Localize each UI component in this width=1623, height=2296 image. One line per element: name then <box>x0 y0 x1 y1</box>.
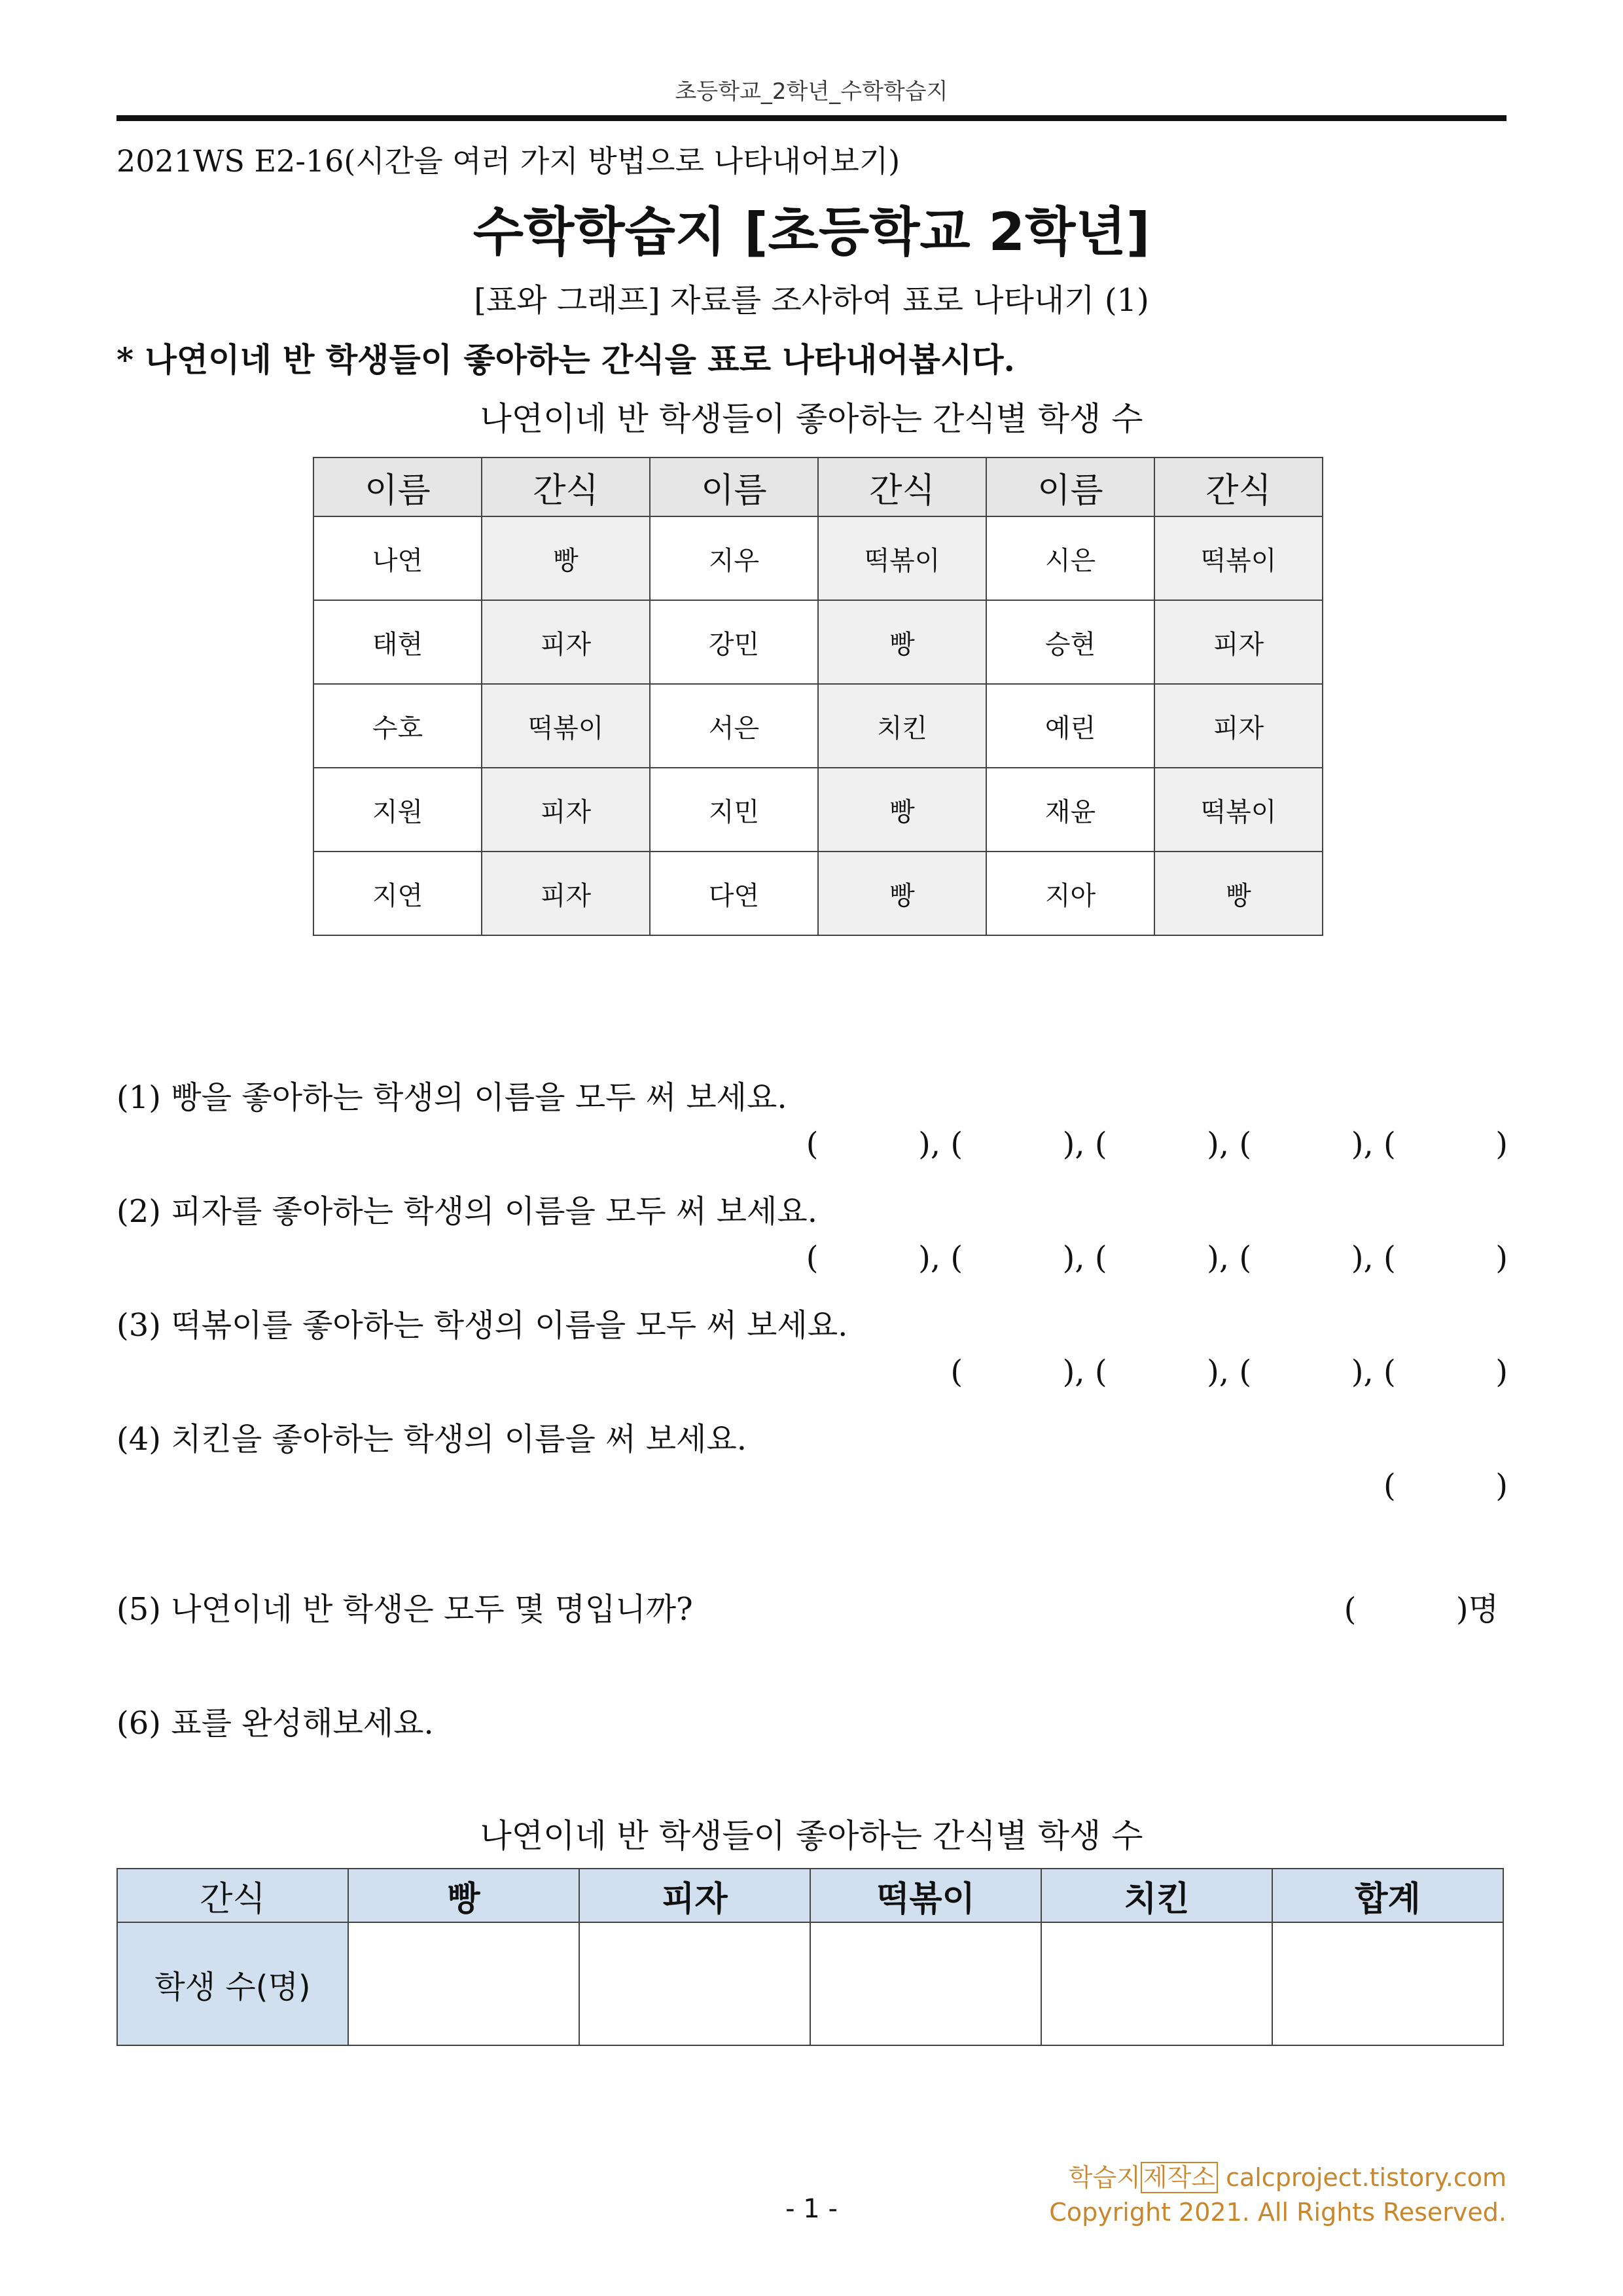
copyright: Copyright 2021. All Rights Reserved. <box>1049 2198 1507 2227</box>
snack-count-table <box>116 1868 1504 2046</box>
table-row <box>313 600 1323 684</box>
snack-cell: 떡볶이 <box>818 516 986 600</box>
header-cell: 치킨 <box>1041 1869 1272 1922</box>
header-cell: 이름 <box>650 457 818 516</box>
table-row <box>313 684 1323 768</box>
snack-cell: 피자 <box>1154 600 1323 684</box>
table2-caption: 나연이네 반 학생들이 좋아하는 간식별 학생 수 <box>480 1817 1143 1855</box>
table-row <box>313 516 1323 600</box>
table-header-row <box>313 457 1323 516</box>
table-row <box>313 768 1323 852</box>
name-cell: 승현 <box>986 600 1154 684</box>
page-header: 초등학교_2학년_수학학습지 <box>675 79 948 105</box>
page-title: 수학학습지 [초등학교 2학년] <box>473 202 1150 262</box>
snack-cell: 치킨 <box>818 684 986 768</box>
name-cell: 태현 <box>313 600 482 684</box>
snack-cell: 빵 <box>818 600 986 684</box>
name-cell: 수호 <box>313 684 482 768</box>
snack-cell: 빵 <box>818 852 986 935</box>
question-2: (2) 피자를 좋아하는 학생의 이름을 모두 써 보세요. <box>116 1193 818 1230</box>
name-cell: 지우 <box>650 516 818 600</box>
answer-blanks-4[interactable]: ( ) <box>1383 1467 1508 1504</box>
snack-survey-table <box>313 457 1323 936</box>
header-rule <box>116 115 1507 121</box>
name-cell: 나연 <box>313 516 482 600</box>
snack-cell: 빵 <box>482 516 650 600</box>
question-1: (1) 빵을 좋아하는 학생의 이름을 모두 써 보세요. <box>116 1079 787 1116</box>
header-cell: 간식 <box>1154 457 1323 516</box>
name-cell: 지원 <box>313 768 482 852</box>
document-code: 2021WS E2-16(시간을 여러 가지 방법으로 나타내어보기) <box>116 143 901 179</box>
brand-prefix: 학습지 <box>1068 2163 1141 2192</box>
answer-blanks-1[interactable]: ( ), ( ), ( ), ( ), ( ) <box>806 1126 1508 1162</box>
table-row <box>313 852 1323 935</box>
header-cell: 떡볶이 <box>810 1869 1041 1922</box>
snack-cell: 떡볶이 <box>482 684 650 768</box>
name-cell: 지민 <box>650 768 818 852</box>
count-cell-pizza[interactable] <box>579 1922 810 2045</box>
header-cell: 간식 <box>117 1869 348 1922</box>
answer-blanks-2[interactable]: ( ), ( ), ( ), ( ), ( ) <box>806 1240 1508 1276</box>
snack-cell: 빵 <box>818 768 986 852</box>
brand-boxed: 제작소 <box>1141 2162 1218 2193</box>
snack-cell: 떡볶이 <box>1154 768 1323 852</box>
page-number: - 1 - <box>785 2194 838 2224</box>
count-cell-bread[interactable] <box>348 1922 579 2045</box>
name-cell: 강민 <box>650 600 818 684</box>
header-cell: 이름 <box>986 457 1154 516</box>
snack-cell: 피자 <box>482 600 650 684</box>
table-row <box>117 1922 1503 2045</box>
count-cell-total[interactable] <box>1272 1922 1503 2045</box>
snack-cell: 피자 <box>1154 684 1323 768</box>
question-4: (4) 치킨을 좋아하는 학생의 이름을 써 보세요. <box>116 1421 747 1458</box>
answer-blanks-5[interactable]: ( )명 <box>1344 1591 1499 1628</box>
name-cell: 서은 <box>650 684 818 768</box>
table-header-row <box>117 1869 1503 1922</box>
question-5: (5) 나연이네 반 학생은 모두 몇 명입니까? <box>116 1591 693 1628</box>
name-cell: 재윤 <box>986 768 1154 852</box>
header-cell: 간식 <box>818 457 986 516</box>
question-6: (6) 표를 완성해보세요. <box>116 1705 434 1742</box>
count-cell-chicken[interactable] <box>1041 1922 1272 2045</box>
name-cell: 지연 <box>313 852 482 935</box>
header-cell: 이름 <box>313 457 482 516</box>
name-cell: 지아 <box>986 852 1154 935</box>
brand-site[interactable]: calcproject.tistory.com <box>1217 2163 1507 2192</box>
row-label: 학생 수(명) <box>117 1922 348 2045</box>
header-cell: 피자 <box>579 1869 810 1922</box>
name-cell: 시은 <box>986 516 1154 600</box>
snack-cell: 빵 <box>1154 852 1323 935</box>
name-cell: 다연 <box>650 852 818 935</box>
table1-caption: 나연이네 반 학생들이 좋아하는 간식별 학생 수 <box>480 400 1143 438</box>
snack-cell: 피자 <box>482 852 650 935</box>
snack-cell: 떡볶이 <box>1154 516 1323 600</box>
header-cell: 빵 <box>348 1869 579 1922</box>
answer-blanks-3[interactable]: ( ), ( ), ( ), ( ) <box>950 1354 1508 1390</box>
count-cell-tteokbokki[interactable] <box>810 1922 1041 2045</box>
brand-line <box>1069 2157 1507 2193</box>
name-cell: 예린 <box>986 684 1154 768</box>
header-cell: 간식 <box>482 457 650 516</box>
snack-cell: 피자 <box>482 768 650 852</box>
question-3: (3) 떡볶이를 좋아하는 학생의 이름을 모두 써 보세요. <box>116 1307 848 1344</box>
page-subtitle: [표와 그래프] 자료를 조사하여 표로 나타내기 (1) <box>474 282 1149 319</box>
instruction: * 나연이네 반 학생들이 좋아하는 간식을 표로 나타내어봅시다. <box>116 340 1015 379</box>
header-cell: 합계 <box>1272 1869 1503 1922</box>
